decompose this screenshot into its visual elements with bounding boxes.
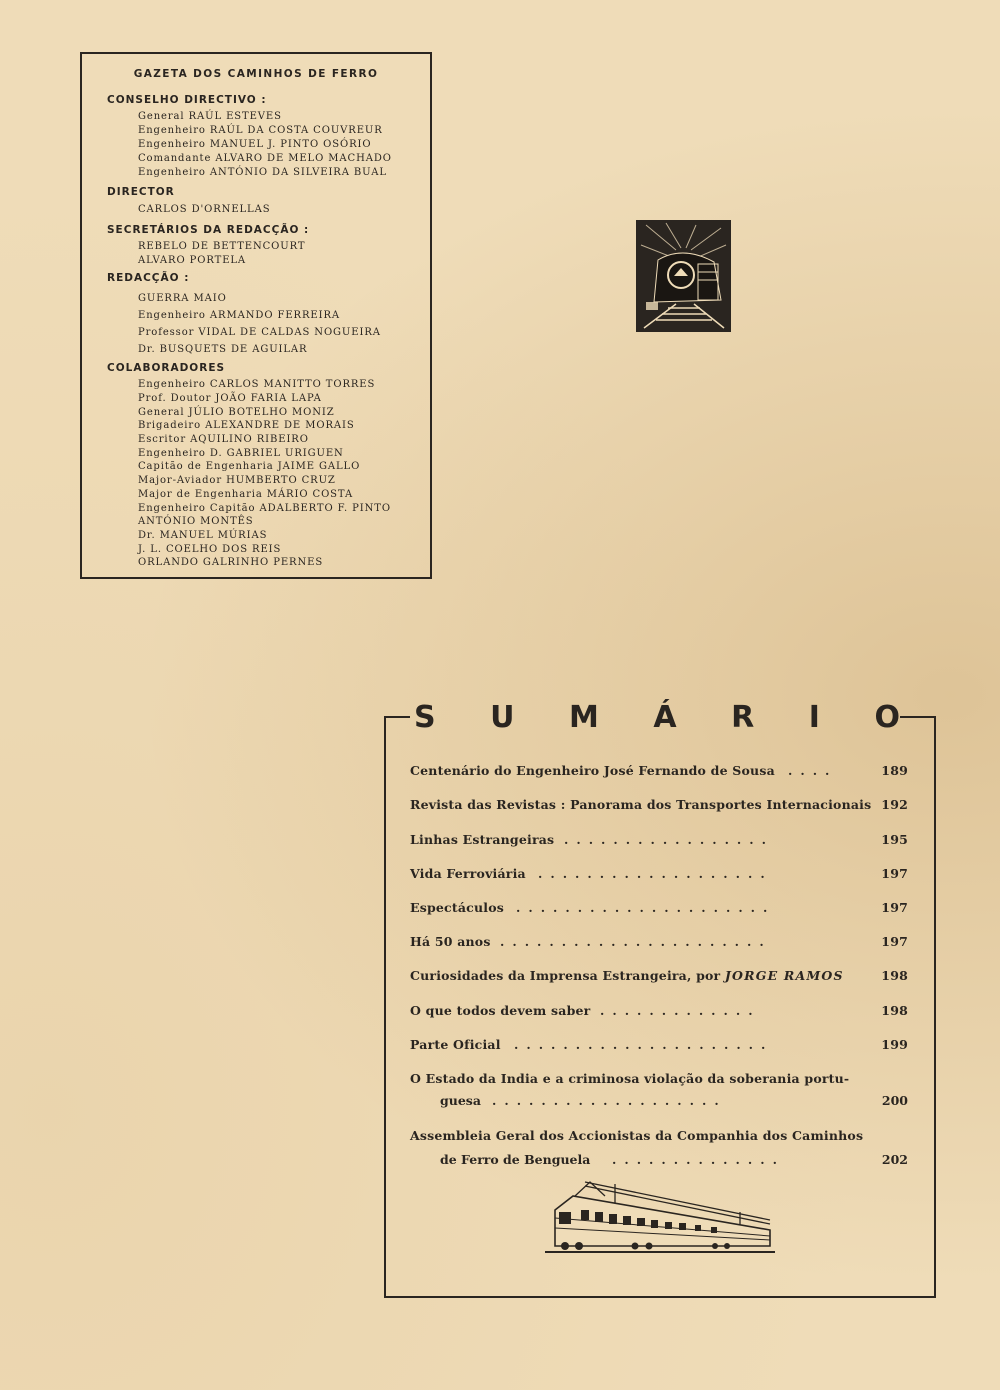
toc-leader: ...................	[538, 866, 773, 881]
toc-entry-page: 198	[881, 968, 908, 983]
electric-train-icon	[545, 1180, 775, 1256]
locomotive-woodcut-icon	[636, 220, 731, 332]
colaborador-name: Capitão de Engenharia JAIME GALLO	[138, 461, 361, 472]
colaborador-name: Engenheiro CARLOS MANITTO TORRES	[138, 379, 376, 390]
summary-title-letter: U	[490, 700, 515, 735]
summary-title-letter: M	[569, 700, 599, 735]
summary-title	[414, 696, 900, 740]
summary-title-letter: I	[808, 700, 820, 735]
toc-leader: ......................	[500, 934, 772, 949]
toc-leader: .............	[600, 1003, 761, 1018]
toc-leader: ..............	[612, 1152, 785, 1167]
colaborador-name: Major-Aviador HUMBERTO CRUZ	[138, 475, 336, 486]
redaccao-member: Engenheiro ARMANDO FERREIRA	[138, 310, 340, 321]
toc-entry-page: 199	[881, 1037, 908, 1052]
toc-entry-page: 195	[881, 832, 908, 847]
summary-title-letter: O	[874, 700, 900, 735]
secretario-name: REBELO DE BETTENCOURT	[138, 241, 306, 252]
summary-bottom-rule	[384, 1296, 936, 1298]
conselho-member: Engenheiro MANUEL J. PINTO OSÓRIO	[138, 139, 372, 150]
summary-top-rule-left	[384, 716, 410, 718]
toc-entry-continuation-text: de Ferro de Benguela	[440, 1152, 591, 1167]
redaccao-member: GUERRA MAIO	[138, 293, 227, 304]
toc-entry-title: Centenário do Engenheiro José Fernando de Sousa	[410, 763, 775, 778]
director-heading: DIRECTOR	[107, 186, 175, 198]
redaccao-member: Professor VIDAL DE CALDAS NOGUEIRA	[138, 327, 381, 338]
conselho-member: General RAÚL ESTEVES	[138, 111, 282, 122]
toc-entry-continuation-text: guesa	[440, 1093, 481, 1108]
director-name: CARLOS D'ORNELLAS	[138, 204, 271, 215]
conselho-heading: CONSELHO DIRECTIVO :	[107, 94, 267, 106]
colaborador-name: Engenheiro D. GABRIEL URIGUEN	[138, 448, 344, 459]
colaborador-name: Prof. Doutor JOÃO FARIA LAPA	[138, 393, 322, 404]
summary-title-letter: R	[731, 700, 755, 735]
toc-leader: ...................	[492, 1093, 727, 1108]
toc-entry-title: Revista das Revistas : Panorama dos Transportes Internacionais	[410, 797, 872, 812]
toc-leader: .....................	[516, 900, 776, 915]
toc-entry-title: Parte Oficial	[410, 1037, 501, 1052]
toc-entry-page: 202	[881, 1152, 908, 1167]
toc-entry-page: 189	[881, 763, 908, 778]
colaborador-name: Engenheiro Capitão ADALBERTO F. PINTO	[138, 503, 391, 514]
toc-entry-continuation	[440, 1152, 908, 1167]
toc-entry-title: Linhas Estrangeiras	[410, 832, 555, 847]
colaboradores-heading: COLABORADORES	[107, 362, 226, 374]
masthead-box	[80, 52, 432, 579]
toc-entry-page: 197	[881, 900, 908, 915]
summary-title-letter: Á	[653, 700, 677, 735]
toc-entry-title: Espectáculos	[410, 900, 504, 915]
secretarios-heading: SECRETÁRIOS DA REDACÇÃO :	[107, 224, 310, 236]
masthead-title: GAZETA DOS CAMINHOS DE FERRO	[133, 68, 379, 80]
toc-entry-title: O que todos devem saber	[410, 1003, 591, 1018]
secretario-name: ALVARO PORTELA	[138, 255, 247, 266]
redaccao-heading: REDACÇÃO :	[107, 272, 190, 284]
colaborador-name: ANTÓNIO MONTÊS	[138, 516, 254, 527]
toc-leader: .....................	[514, 1037, 774, 1052]
toc-leader: ....	[788, 763, 838, 778]
summary-top-rule-right	[900, 716, 936, 718]
toc-entry-title: Há 50 anos	[410, 934, 491, 949]
conselho-member: Comandante ALVARO DE MELO MACHADO	[138, 153, 392, 164]
colaborador-name: ORLANDO GALRINHO PERNES	[138, 557, 324, 568]
colaborador-name: General JÚLIO BOTELHO MONIZ	[138, 407, 335, 418]
toc-entry-title: O Estado da India e a criminosa violação da soberania portu-	[410, 1071, 850, 1086]
toc-entry-author: JORGE RAMOS	[724, 968, 844, 983]
conselho-member: Engenheiro RAÚL DA COSTA COUVREUR	[138, 125, 383, 136]
toc-entry-title: Assembleia Geral dos Accionistas da Companhia dos Caminhos	[410, 1128, 864, 1143]
toc-entry-page: 200	[881, 1093, 908, 1108]
colaborador-name: Major de Engenharia MÁRIO COSTA	[138, 489, 354, 500]
toc-entry-page: 198	[881, 1003, 908, 1018]
colaborador-name: Brigadeiro ALEXANDRE DE MORAIS	[138, 420, 355, 431]
summary-title-letter: S	[414, 700, 436, 735]
toc-entry-title-text: Curiosidades da Imprensa Estrangeira, por	[410, 968, 721, 983]
toc-entry-page: 197	[881, 934, 908, 949]
toc-entry-continuation	[440, 1093, 908, 1108]
conselho-member: Engenheiro ANTÓNIO DA SILVEIRA BUAL	[138, 167, 387, 178]
colaborador-name: Dr. MANUEL MÚRIAS	[138, 530, 268, 541]
redaccao-member: Dr. BUSQUETS DE AGUILAR	[138, 344, 308, 355]
toc-entry-title: Vida Ferroviária	[410, 866, 526, 881]
colaborador-name: J. L. COELHO DOS REIS	[138, 544, 282, 555]
toc-entry-page: 192	[881, 797, 908, 812]
colaborador-name: Escritor AQUILINO RIBEIRO	[138, 434, 309, 445]
toc-leader: .................	[564, 832, 774, 847]
toc-entry-title	[410, 968, 844, 983]
toc-entry-page: 197	[881, 866, 908, 881]
